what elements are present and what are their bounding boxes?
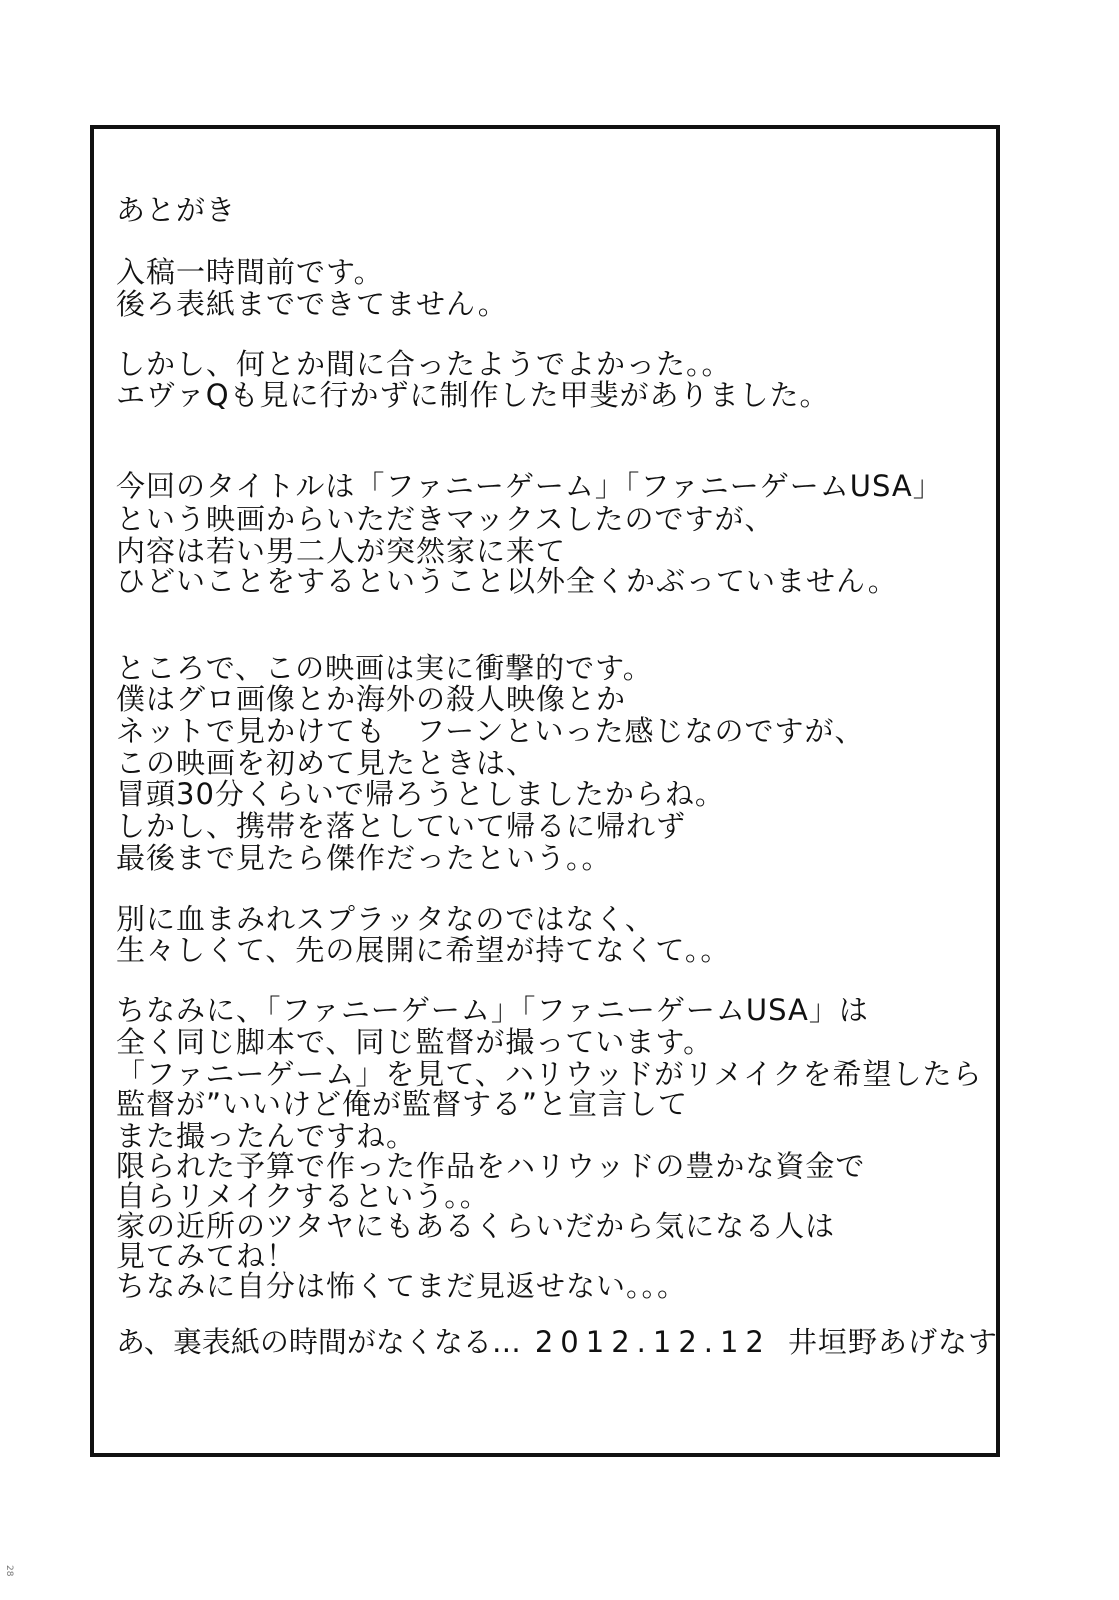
text-line: 「ファニーゲーム」を見て、ハリウッドがリメイクを希望したら: [116, 1057, 983, 1091]
text-line: 限られた予算で作った作品をハリウッドの豊かな資金で: [116, 1149, 866, 1183]
text-line: 別に血まみれスプラッタなのではなく、: [116, 902, 655, 936]
text-line: この映画を初めて見たときは、: [116, 746, 537, 780]
text-line: 僕はグロ画像とか海外の殺人映像とか: [116, 682, 627, 716]
text-line: しかし、携帯を落としていて帰るに帰れず: [116, 809, 687, 843]
text-line: しかし、何とか間に合ったようでよかった。。: [116, 347, 732, 381]
text-line: 家の近所のツタヤにもあるくらいだから気になる人は: [116, 1209, 836, 1243]
text-line: 今回のタイトルは「ファニーゲーム」「ファニーゲームUSA」: [116, 469, 943, 503]
text-line: 生々しくて、先の展開に希望が持てなくて。。: [116, 933, 731, 967]
text-line: 見てみてね！: [116, 1239, 297, 1273]
text-line: ちなみに、「ファニーゲーム」「ファニーゲームUSA」は: [116, 993, 869, 1027]
text-line: また撮ったんですね。: [116, 1119, 417, 1153]
text-line: ひどいことをするということ以外全くかぶっていません。: [116, 564, 898, 598]
text-line: 自らリメイクするという。。: [116, 1179, 490, 1213]
text-line: 監督が”いいけど俺が監督する”と宣言して: [116, 1087, 689, 1121]
text-line: 最後まで見たら傑作だったという。。: [116, 841, 612, 875]
closing-text: あ、裏表紙の時間がなくなる…: [116, 1325, 521, 1359]
text-line: 内容は若い男二人が突然家に来て: [116, 534, 567, 568]
text-line: ちなみに自分は怖くてまだ見返せない。。。: [116, 1269, 688, 1303]
text-line: ところで、この映画は実に衝撃的です。: [116, 651, 653, 685]
text-line: 冒頭30分くらいで帰ろうとしましたからね。: [116, 777, 725, 811]
closing-line: [116, 1326, 998, 1358]
page-number-mark: 28: [4, 1565, 14, 1577]
closing-date: 2012.12.12: [534, 1325, 771, 1359]
text-line: エヴァQも見に行かずに制作した甲斐がありました。: [116, 378, 830, 412]
text-line: 全く同じ脚本で、同じ監督が撮っています。: [116, 1025, 714, 1059]
text-line: ネットで見かけても フーンといった感じなのですが、: [116, 714, 865, 748]
text-line: 後ろ表紙までできてません。: [116, 287, 508, 321]
author-signature: 井垣野あげなす: [787, 1325, 998, 1359]
text-line: 入稿一時間前です。: [116, 255, 384, 289]
text-line: という映画からいただきマックスしたのですが、: [116, 502, 775, 536]
afterword-title: あとがき: [116, 193, 237, 227]
